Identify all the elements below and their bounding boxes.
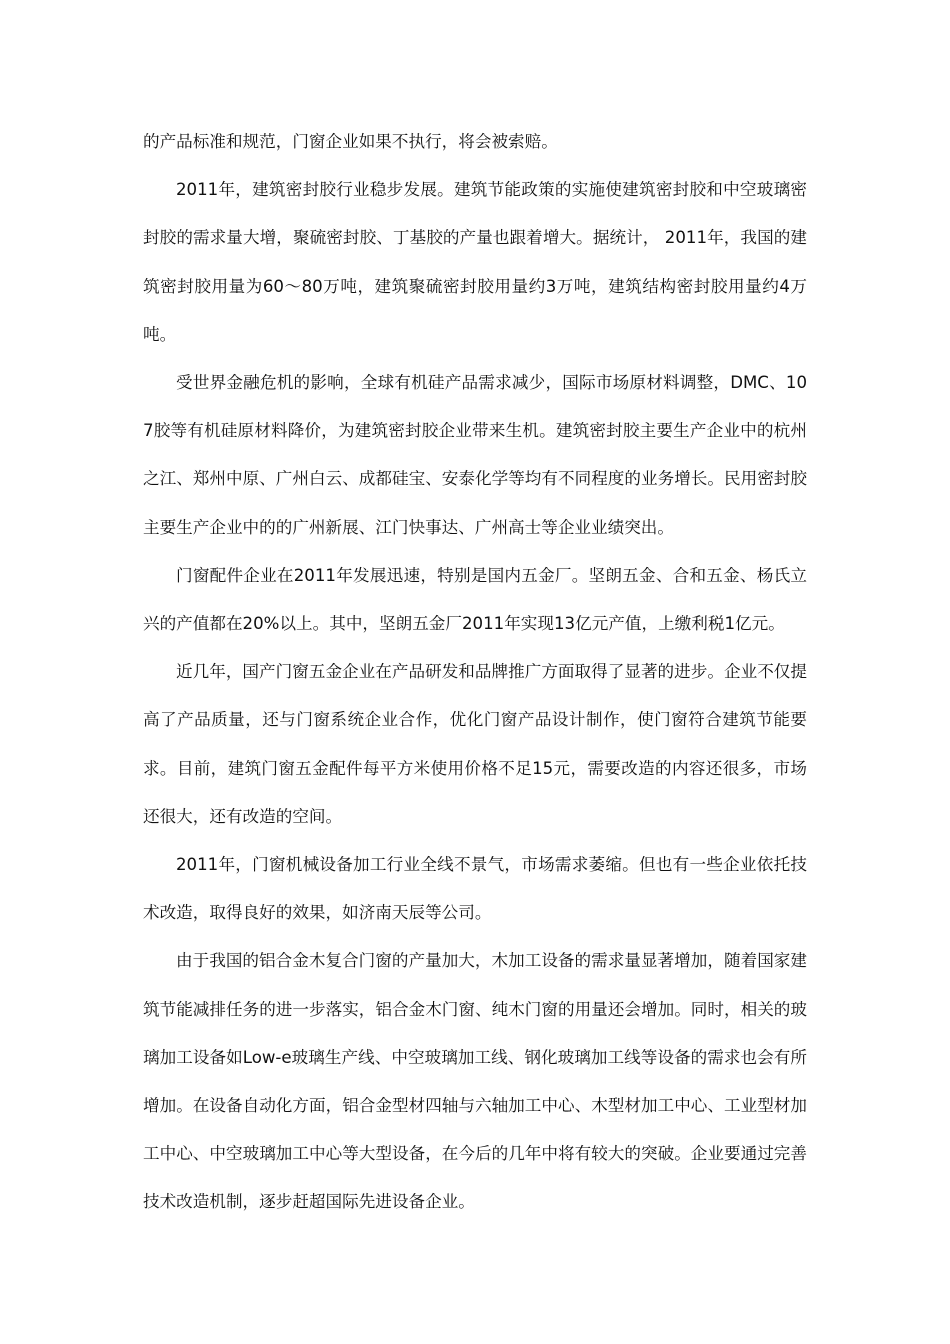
paragraph-4: 门窗配件企业在2011年发展迅速，特别是国内五金厂。坚朗五金、合和五金、杨氏立兴的产值都在20%以上。其中，坚朗五金厂2011年实现13亿元产值，上缴利税1亿元。 [143,565,807,634]
paragraph-5: 近几年，国产门窗五金企业在产品研发和品牌推广方面取得了显著的进步。企业不仅提高了产品质量，还与门窗系统企业合作，优化门窗产品设计制作，使门窗符合建筑节能要求。目前，建筑门窗五金配件每平方米使用价格不足15元，需要改造的内容还很多，市场还很大，还有改造的空间。 [143,662,807,826]
paragraph-2: 2011年，建筑密封胶行业稳步发展。建筑节能政策的实施使建筑密封胶和中空玻璃密封胶的需求量大增，聚硫密封胶、丁基胶的产量也跟着增大。据统计， 2011年，我国的建筑密封胶用量为60～80万吨，建筑聚硫密封胶用量约3万吨，建筑结构密封胶用量约4万吨。 [143,180,807,344]
paragraph-6: 2011年，门窗机械设备加工行业全线不景气，市场需求萎缩。但也有一些企业依托技术改造，取得良好的效果，如济南天辰等公司。 [143,855,807,923]
paragraph-7: 由于我国的铝合金木复合门窗的产量加大，木加工设备的需求量显著增加，随着国家建筑节能减排任务的进一步落实，铝合金木门窗、纯木门窗的用量还会增加。同时，相关的玻璃加工设备如Low-e玻璃生产线、中空玻璃加工线、钢化玻璃加工线等设备的需求也会有所增加。在设备自动化方面，铝合金型材四轴与六轴加工中心、木型材加工中心、工业型材加工中心、中空玻璃加工中心等大型设备，在今后的几年中将有较大的突破。企业要通过完善技术改造机制，逐步赶超国际先进设备企业。 [143,951,807,1212]
paragraph-1: 的产品标准和规范，门窗企业如果不执行，将会被索赔。 [143,132,558,151]
document-body [143,118,807,1227]
paragraph-3: 受世界金融危机的影响，全球有机硅产品需求减少，国际市场原材料调整，DMC、107胶等有机硅原材料降价，为建筑密封胶企业带来生机。建筑密封胶主要生产企业中的杭州之江、郑州中原、广州白云、成都硅宝、安泰化学等均有不同程度的业务增长。民用密封胶主要生产企业中的的广州新展、江门快事达、广州高士等企业业绩突出。 [143,373,807,537]
